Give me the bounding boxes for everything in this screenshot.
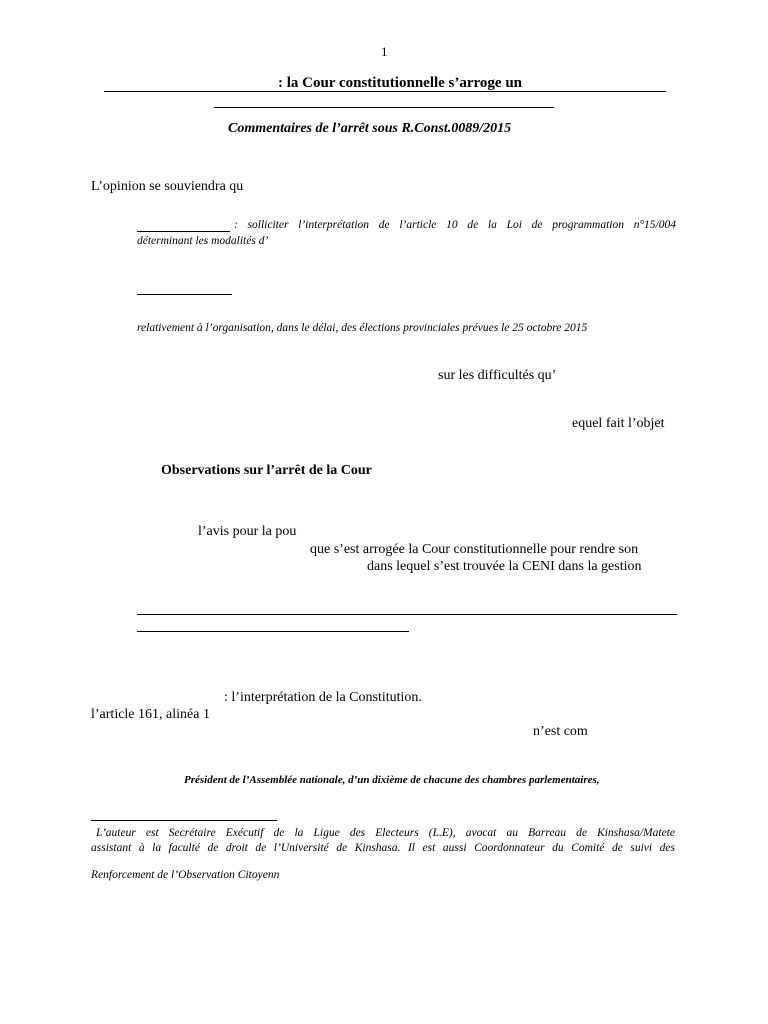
footnote-line-2: assistant à la faculté de droit de l’Université de Kinshasa. Il est aussi Coordonnateur du Comité de suivi des: [91, 842, 675, 854]
article-text: l’article 161, alinéa 1: [91, 707, 210, 722]
footnote-line-3: Renforcement de l’Observation Citoyenn: [91, 869, 280, 881]
blank-line-4: [137, 631, 409, 632]
request-line-1: : solliciter l’interprétation de l’article 10 de la Loi de programmation n°15/004: [234, 219, 676, 231]
section-heading: Observations sur l’arrêt de la Cour: [161, 463, 372, 478]
document-title: : la Cour constitutionnelle s’arroge un: [278, 75, 523, 91]
observations-line-2: que s’est arrogée la Cour constitutionnelle pour rendre son: [310, 542, 639, 557]
difficulties-text: sur les difficultés qu’: [438, 368, 557, 383]
footnote-separator: [91, 820, 277, 821]
president-text: Président de l’Assemblée nationale, d’un dixième de chacune des chambres parlementaires,: [184, 774, 600, 786]
page-number: 1: [381, 44, 388, 59]
observations-line-3: dans lequel s’est trouvée la CENI dans la gestion: [367, 559, 642, 574]
nest-text: n’est com: [533, 724, 588, 739]
object-text: equel fait l’objet: [572, 416, 665, 431]
observations-line-1: l’avis pour la pou: [198, 524, 297, 539]
document-subtitle: Commentaires de l’arrêt sous R.Const.0089/2015: [228, 121, 512, 136]
title-underline-2: [214, 107, 554, 108]
relatively-paragraph: relativement à l’organisation, dans le délai, des élections provinciales prévues le 25 octobre 2015: [137, 322, 588, 334]
title-underline: [104, 91, 666, 92]
opening-paragraph: L’opinion se souviendra qu: [91, 179, 244, 194]
blank-line-request: [137, 231, 230, 232]
footnote-line-1: L’auteur est Secrétaire Exécutif de la Ligue des Electeurs (L.E), avocat au Barreau de Kinshasa/Matete: [96, 827, 675, 839]
blank-line-2: [137, 294, 232, 295]
interpretation-text: : l’interprétation de la Constitution.: [224, 690, 422, 705]
request-line-2: déterminant les modalités d’: [137, 235, 269, 247]
blank-line-3: [137, 614, 677, 615]
